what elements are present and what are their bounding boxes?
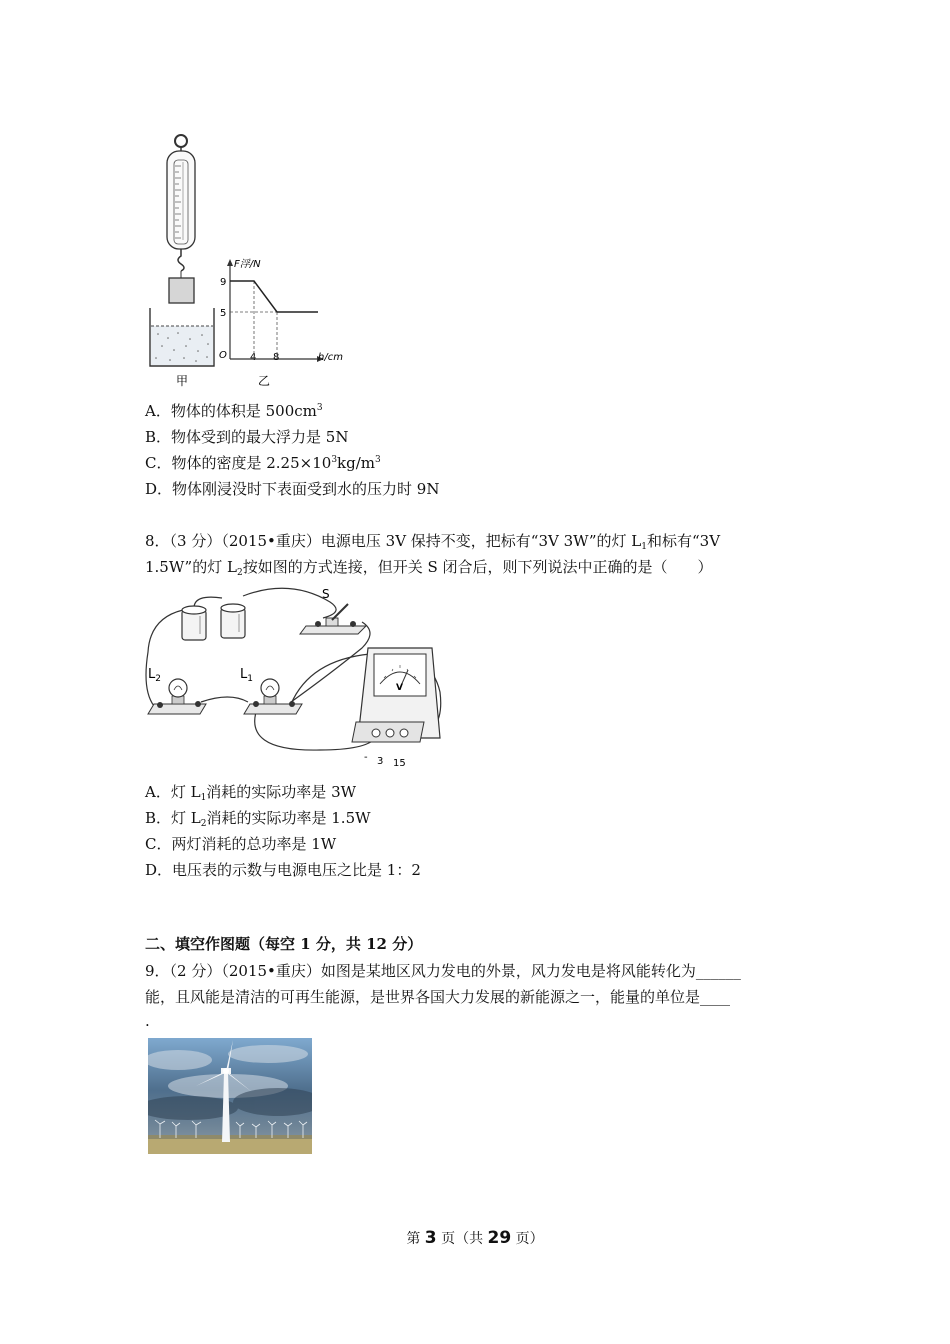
caption-yi: 乙 (258, 374, 271, 388)
buoyancy-curve (230, 281, 318, 312)
battery-2 (221, 604, 245, 638)
label-terminal-minus: - (364, 752, 368, 763)
label-switch-s: S (322, 587, 330, 601)
graph-x-label: h/cm (318, 352, 343, 363)
q7-option-d: D．物体刚浸没时下表面受到水的压力时 9N (145, 480, 440, 498)
q8-option-b: B．灯 $L_2$消耗的实际功率是 1.5W (145, 809, 371, 829)
q8-stem-line1: 8．（3 分）（2015•重庆）电源电压 3V 保持不变，把标有“3V 3W”的灯 $L_1$和标有“3V (145, 532, 721, 552)
hook (178, 249, 184, 271)
q7-figure (140, 132, 360, 394)
voltmeter (352, 648, 440, 742)
wind-farm-photo (148, 1038, 312, 1154)
q9-stem-line1: 9．（2 分）（2015•重庆）如图是某地区风力发电的外景，风力发电是将风能转化为______ (145, 962, 741, 980)
label-l2: $L_2$ (148, 667, 161, 684)
label-v: V (396, 683, 403, 693)
scale-ring (175, 135, 187, 147)
tick-origin: O (219, 350, 227, 361)
q8-option-a: A．灯 $L_1$消耗的实际功率是 3W (145, 783, 357, 803)
battery-1 (182, 606, 206, 640)
caption-jia: 甲 (176, 374, 189, 388)
tick-8: 8 (273, 352, 280, 363)
q8-stem-line2: 1.5W”的灯 $L_2$按如图的方式连接，但开关 S 闭合后，则下列说法中正确的是（ ） (145, 558, 713, 578)
graph-y-label: F浮/N (234, 259, 261, 270)
total-pages: 29 (487, 1228, 512, 1248)
label-l1: $L_1$ (240, 667, 253, 684)
bulb-l2 (148, 679, 206, 714)
label-terminal-3: 3 (377, 756, 384, 767)
water (151, 326, 213, 365)
tick-4: 4 (250, 352, 257, 363)
page-footer: 第 3 页（共 29 页） (406, 1228, 544, 1248)
q9-stem-line2: 能，且风能是清洁的可再生能源，是世界各国大力发展的新能源之一，能量的单位是____ (145, 988, 731, 1006)
q9-stem-line3: . (145, 1012, 150, 1030)
q8-option-c: C．两灯消耗的总功率是 1W (145, 835, 337, 853)
label-terminal-15: 15 (393, 758, 406, 769)
metal-block (169, 278, 194, 303)
q7-option-c: C．物体的密度是 $2.25\times 10^3kg/m^3$ (145, 454, 381, 472)
ground (148, 1138, 312, 1154)
q7-option-b: B．物体受到的最大浮力是 5N (145, 428, 349, 446)
q8-option-d: D．电压表的示数与电源电压之比是 1：2 (145, 861, 421, 879)
switch-s (300, 604, 366, 634)
tick-5: 5 (220, 308, 227, 319)
current-page-number: 3 (424, 1228, 437, 1248)
tick-9: 9 (220, 277, 227, 288)
graph-guides (230, 281, 277, 359)
q8-circuit-figure (140, 582, 445, 776)
q7-option-a: A．物体的体积是 $500cm^3$ (145, 402, 323, 420)
section-2-heading: 二、填空作图题（每空 1 分，共 12 分） (145, 935, 423, 953)
bulb-l1 (244, 679, 302, 714)
